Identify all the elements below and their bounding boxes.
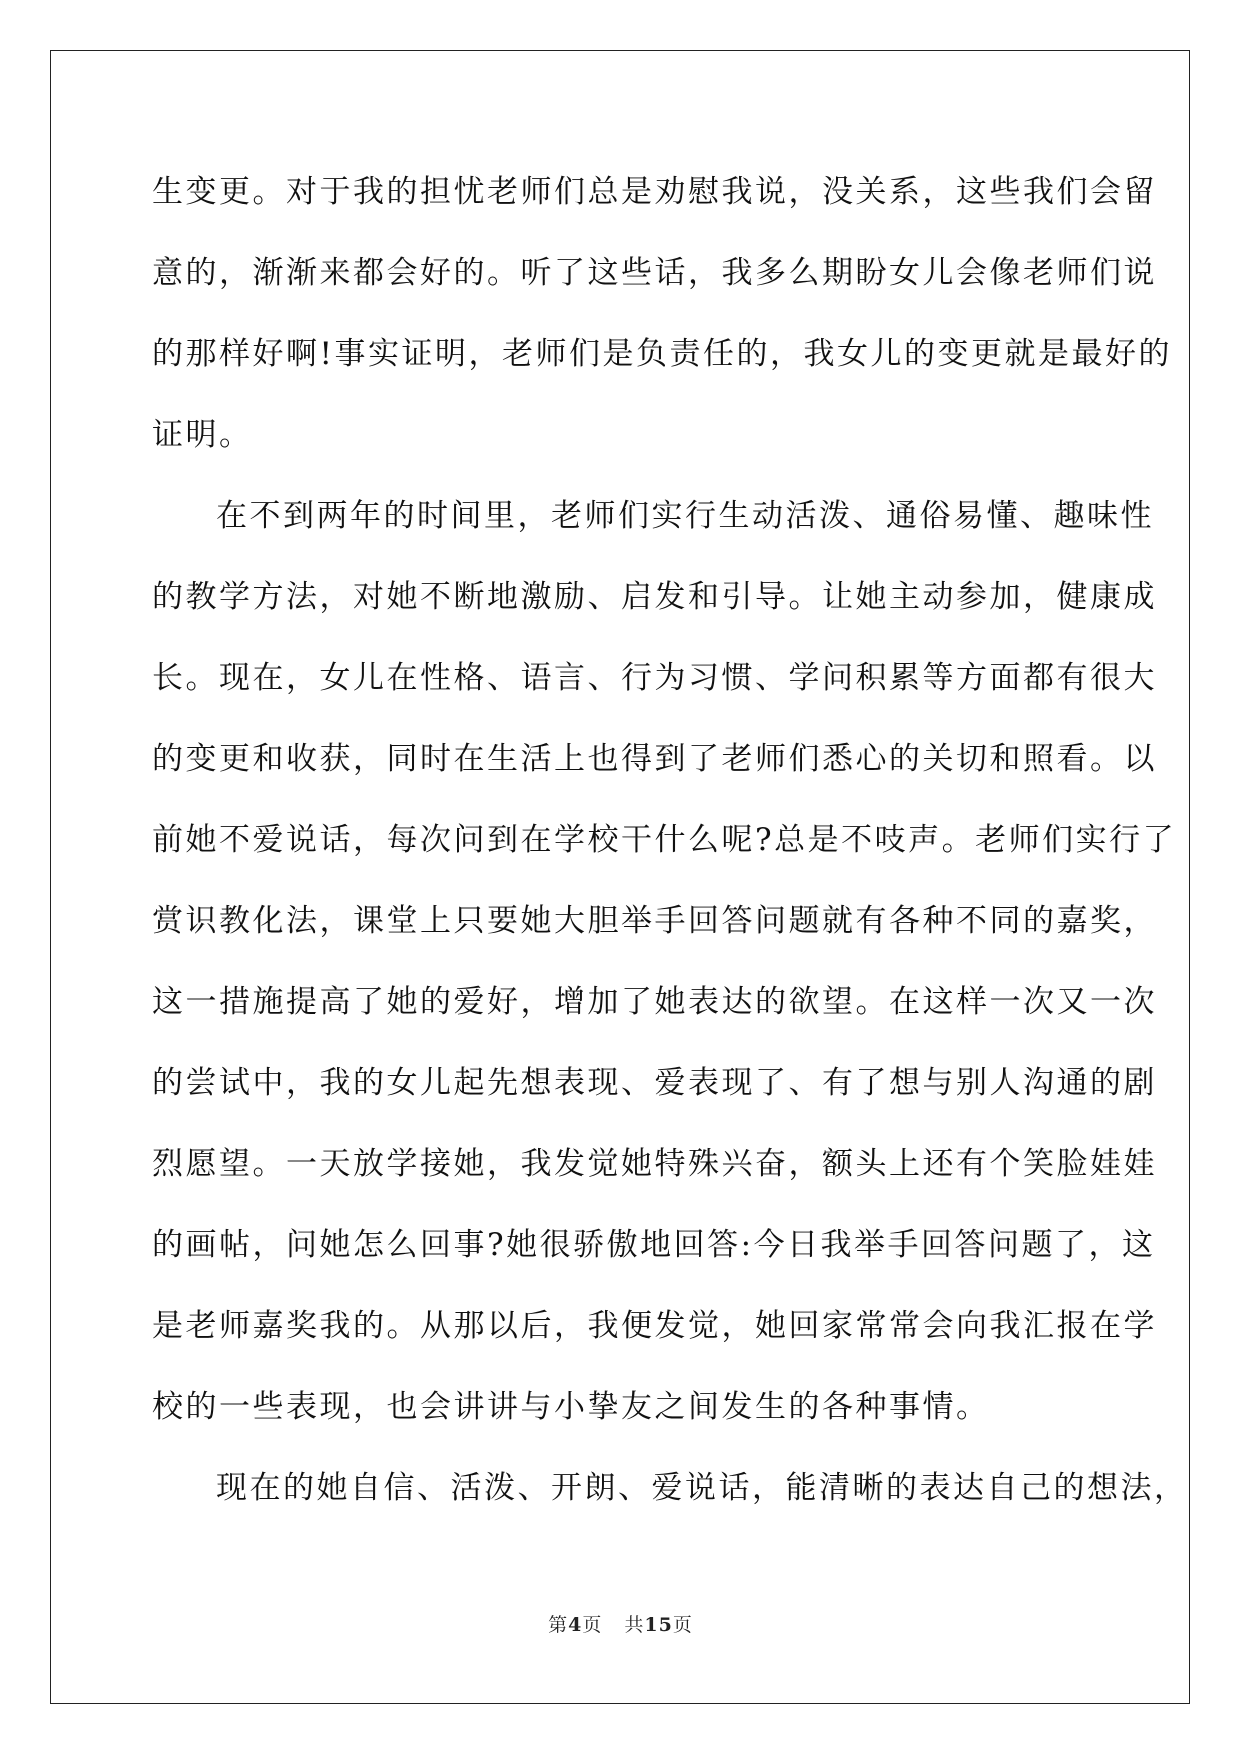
text-line: 前她不爱说话，每次问到在学校干什么呢?总是不吱声。老师们实行了: [152, 822, 1177, 858]
text-line: 在不到两年的时间里，老师们实行生动活泼、通俗易懂、趣味性: [216, 498, 1154, 534]
text-line: 的教学方法，对她不断地激励、启发和引导。让她主动参加，健康成: [152, 579, 1157, 615]
text-line: 长。现在，女儿在性格、语言、行为习惯、学问积累等方面都有很大: [152, 660, 1157, 696]
text-line: 是老师嘉奖我的。从那以后，我便发觉，她回家常常会向我汇报在学: [152, 1308, 1157, 1344]
text-line: 现在的她自信、活泼、开朗、爱说话，能清晰的表达自己的想法，: [216, 1470, 1188, 1506]
text-line: 证明。: [152, 417, 253, 453]
text-line: 的画帖，问她怎么回事?她很骄傲地回答:今日我举手回答问题了，这: [152, 1227, 1156, 1263]
page-prefix: 第: [548, 1614, 569, 1636]
text-line: 烈愿望。一天放学接她，我发觉她特殊兴奋，额头上还有个笑脸娃娃: [152, 1146, 1157, 1182]
total-prefix: 共: [624, 1614, 645, 1636]
body-text: [152, 162, 1188, 1539]
page-number: 4: [568, 1614, 583, 1636]
text-line: 赏识教化法，课堂上只要她大胆举手回答问题就有各种不同的嘉奖，: [152, 903, 1157, 939]
text-line: 的变更和收获，同时在生活上也得到了老师们悉心的关切和照看。以: [152, 741, 1157, 777]
page-footer: [0, 1610, 1241, 1637]
text-line: 的那样好啊!事实证明，老师们是负责任的，我女儿的变更就是最好的: [152, 336, 1172, 372]
text-line: 校的一些表现，也会讲讲与小挚友之间发生的各种事情。: [152, 1389, 990, 1425]
total-suffix: 页: [672, 1614, 693, 1636]
text-line: 生变更。对于我的担忧老师们总是劝慰我说，没关系，这些我们会留: [152, 174, 1157, 210]
total-pages: 15: [644, 1614, 673, 1636]
text-line: 意的，渐渐来都会好的。听了这些话，我多么期盼女儿会像老师们说: [152, 255, 1157, 291]
text-line: 的尝试中，我的女儿起先想表现、爱表现了、有了想与别人沟通的剧: [152, 1065, 1157, 1101]
text-line: 这一措施提高了她的爱好，增加了她表达的欲望。在这样一次又一次: [152, 984, 1157, 1020]
page-suffix: 页: [582, 1614, 603, 1636]
